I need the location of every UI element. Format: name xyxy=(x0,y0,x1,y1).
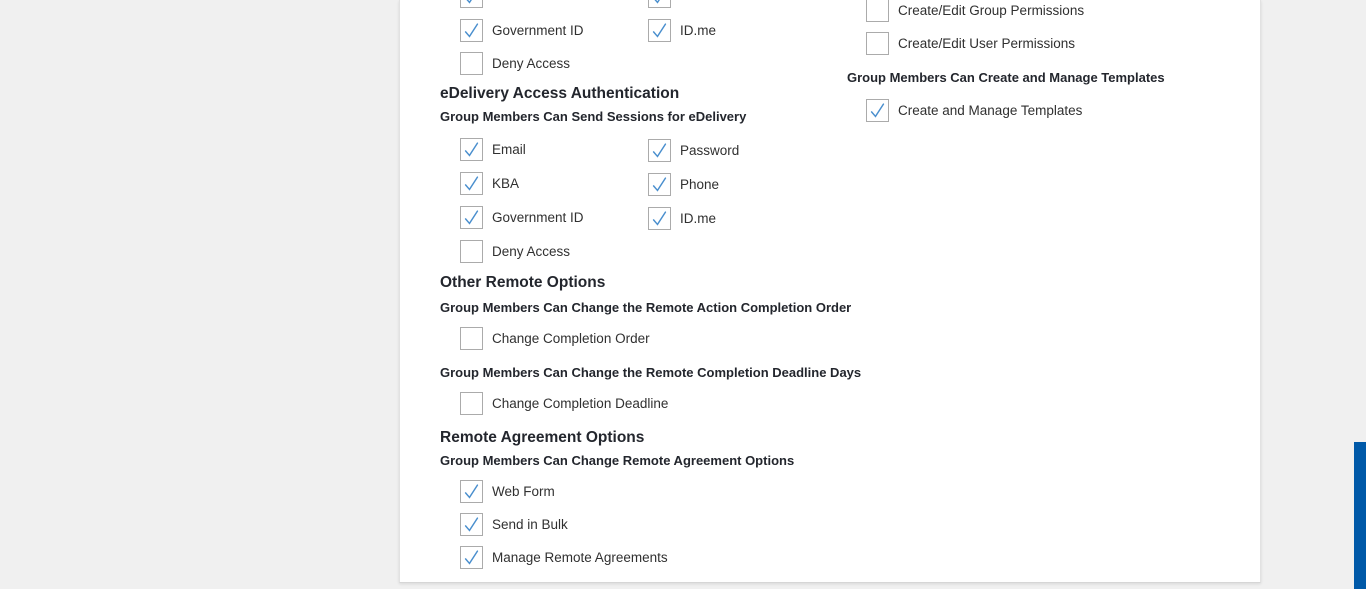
subheading-create-manage-templates: Group Members Can Create and Manage Templates xyxy=(847,70,1165,85)
scrollbar-thumb[interactable] xyxy=(1354,442,1366,589)
checkbox-label: Government ID xyxy=(492,23,584,38)
checkbox-label: Phone xyxy=(680,177,720,192)
group-permissions-settings-panel xyxy=(399,0,1261,583)
checkbox-row-government-id-edelivery xyxy=(460,206,584,229)
checkbox-row-email xyxy=(460,138,526,161)
check-icon xyxy=(461,514,482,535)
checkbox-label: Password xyxy=(680,143,740,158)
check-icon xyxy=(649,140,670,161)
government-id-checkbox[interactable] xyxy=(460,206,483,229)
checkbox-row-create-and-manage-templates xyxy=(866,99,1082,122)
check-icon xyxy=(649,20,670,41)
checkbox-row-send-in-bulk xyxy=(460,513,568,536)
section-heading-remote-agreement: Remote Agreement Options xyxy=(440,429,645,446)
checkbox-label: Manage Remote Agreements xyxy=(492,550,668,565)
checkbox-row-change-completion-deadline xyxy=(460,392,668,415)
checkbox-label: Web Form xyxy=(492,484,555,499)
check-icon xyxy=(461,173,482,194)
checkbox-label: Create and Manage Templates xyxy=(898,103,1083,118)
checkbox-label: Create/Edit User Permissions xyxy=(898,36,1076,51)
checkbox-label: Send in Bulk xyxy=(492,517,568,532)
check-icon xyxy=(461,207,482,228)
check-icon xyxy=(461,481,482,502)
check-icon xyxy=(461,547,482,568)
manage-remote-agreements-checkbox[interactable] xyxy=(460,546,483,569)
subheading-edelivery-send-sessions: Group Members Can Send Sessions for eDelivery xyxy=(440,109,747,124)
clipped-checkbox-right[interactable] xyxy=(648,0,671,8)
checkbox-label: Change Completion Deadline xyxy=(492,396,669,411)
checkbox-label: ID.me xyxy=(680,211,717,226)
section-heading-other-remote: Other Remote Options xyxy=(440,274,606,291)
checkbox-row-deny-access xyxy=(460,52,570,75)
checkbox-row-manage-remote-agreements xyxy=(460,546,668,569)
checkbox-row-deny-access-edelivery xyxy=(460,240,570,263)
idme-checkbox[interactable] xyxy=(648,207,671,230)
check-icon xyxy=(649,0,670,7)
subheading-remote-agreement: Group Members Can Change Remote Agreement Options xyxy=(440,453,795,468)
check-icon xyxy=(461,139,482,160)
create-edit-group-permissions-checkbox[interactable] xyxy=(866,0,889,22)
checkbox-row-change-completion-order xyxy=(460,327,650,350)
deny-access-checkbox[interactable] xyxy=(460,240,483,263)
government-id-checkbox[interactable] xyxy=(460,19,483,42)
checkbox-row-idme-edelivery xyxy=(648,207,716,230)
checkbox-row-create-edit-user-permissions xyxy=(866,32,1075,55)
checkbox-label: Government ID xyxy=(492,210,584,225)
checkbox-row-government-id xyxy=(460,19,584,42)
change-completion-order-checkbox[interactable] xyxy=(460,327,483,350)
send-in-bulk-checkbox[interactable] xyxy=(460,513,483,536)
section-heading-edelivery: eDelivery Access Authentication xyxy=(440,85,680,102)
check-icon xyxy=(461,0,482,7)
password-checkbox[interactable] xyxy=(648,139,671,162)
checkbox-label: Change Completion Order xyxy=(492,331,650,346)
email-checkbox[interactable] xyxy=(460,138,483,161)
checkbox-label: KBA xyxy=(492,176,520,191)
clipped-checkbox-left[interactable] xyxy=(460,0,483,8)
web-form-checkbox[interactable] xyxy=(460,480,483,503)
phone-checkbox[interactable] xyxy=(648,173,671,196)
checkbox-row-web-form xyxy=(460,480,555,503)
deny-access-checkbox[interactable] xyxy=(460,52,483,75)
checkbox-row-kba xyxy=(460,172,519,195)
checkbox-label: ID.me xyxy=(680,23,717,38)
kba-checkbox[interactable] xyxy=(460,172,483,195)
checkbox-label: Email xyxy=(492,142,526,157)
check-icon xyxy=(649,208,670,229)
subheading-completion-deadline: Group Members Can Change the Remote Completion Deadline Days xyxy=(440,365,862,380)
checkbox-row-password xyxy=(648,139,739,162)
checkbox-label: Create/Edit Group Permissions xyxy=(898,3,1085,18)
create-and-manage-templates-checkbox[interactable] xyxy=(866,99,889,122)
check-icon xyxy=(649,174,670,195)
checkbox-label: Deny Access xyxy=(492,244,571,259)
checkbox-label: Deny Access xyxy=(492,56,571,71)
checkbox-row-create-edit-group-permissions xyxy=(866,0,1084,22)
subheading-completion-order: Group Members Can Change the Remote Action Completion Order xyxy=(440,300,852,315)
check-icon xyxy=(461,20,482,41)
idme-checkbox[interactable] xyxy=(648,19,671,42)
change-completion-deadline-checkbox[interactable] xyxy=(460,392,483,415)
create-edit-user-permissions-checkbox[interactable] xyxy=(866,32,889,55)
checkbox-row-phone xyxy=(648,173,719,196)
check-icon xyxy=(867,100,888,121)
checkbox-row-idme xyxy=(648,19,716,42)
